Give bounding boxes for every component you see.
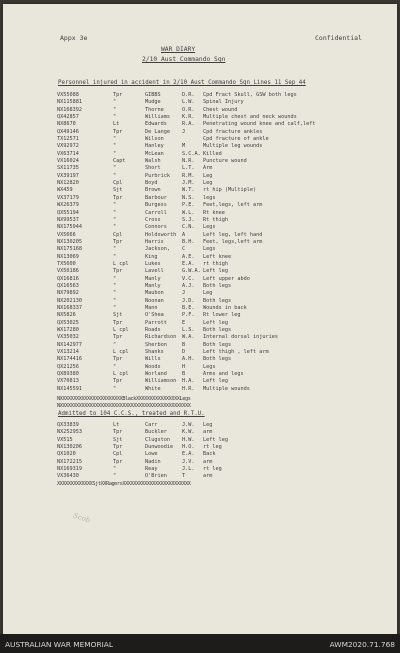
injury: rt leg (203, 444, 222, 451)
surname: Parrott (145, 319, 167, 326)
rank: Tpr (113, 268, 123, 275)
injury: Arm (203, 165, 213, 172)
service-number: NX13069 (57, 253, 79, 260)
injury: Multiple chest and neck wounds (203, 114, 297, 121)
service-number: NX130206 (57, 444, 82, 451)
surname: Barbour (145, 194, 167, 201)
injury: Left leg, left hand (203, 231, 263, 238)
service-number: NX79892 (57, 290, 79, 297)
appendix-label: Appx 3e (60, 34, 88, 42)
initials: G.W.A. (182, 268, 201, 275)
surname: Edwards (145, 121, 167, 128)
service-number: NX99537 (57, 216, 79, 223)
injury: Cpd fracture of ankle (203, 136, 269, 143)
rank: Cpl (113, 451, 123, 458)
injury: Multiple wounds (203, 385, 250, 392)
rank: Cpl (113, 180, 123, 187)
initials: B.H. (182, 238, 195, 245)
struck-line: NXXXXXXXXXXXXXXXXXXXXXXXBlackXXXXXXXXXXXXXXXXLegs (57, 396, 191, 402)
rank: Tpr (113, 356, 123, 363)
service-number: NX175168 (57, 246, 82, 253)
service-number: NX252953 (57, 429, 82, 436)
surname: Harris (145, 238, 164, 245)
injury: arm (203, 429, 213, 436)
rank: " (113, 172, 117, 179)
surname: Thorne (145, 106, 164, 113)
initials: A.E. (182, 253, 195, 260)
injury: arm (203, 473, 213, 480)
injury: Left leg (203, 268, 228, 275)
rank: " (113, 282, 117, 289)
rank: " (113, 275, 117, 282)
injury: Arms and legs (203, 371, 244, 378)
surname: White (145, 385, 161, 392)
service-number: TX12571 (57, 136, 79, 143)
service-number: NX5826 (57, 312, 76, 319)
service-number: NX168337 (57, 304, 82, 311)
rank: " (113, 143, 117, 150)
rank: " (113, 165, 117, 172)
rank: " (113, 136, 117, 143)
initials: W.A. (182, 334, 195, 341)
initials: N.R. (182, 158, 195, 165)
initials: V.C. (182, 275, 195, 282)
service-number: NX8670 (57, 121, 76, 128)
rank: " (113, 297, 117, 304)
initials: P.E. (182, 202, 195, 209)
injury: Chest wound (203, 106, 238, 113)
service-number: VX55088 (57, 92, 79, 98)
surname: GIBBS (145, 92, 161, 98)
rank: Tpr (113, 128, 123, 135)
initials: E.A. (182, 260, 195, 267)
initials: K.W. (182, 429, 195, 436)
initials: P.F. (182, 312, 195, 319)
rank: L cpl (113, 327, 129, 333)
injury: Both legs (203, 297, 232, 304)
injury: Internal dorsal injuries (203, 334, 278, 341)
surname: King (145, 253, 158, 260)
surname: Carr (145, 422, 158, 428)
injury: Rt lower leg (203, 312, 241, 319)
initials: A.J. (182, 282, 195, 289)
service-number: NX168392 (57, 106, 82, 113)
initials: J.W. (182, 422, 195, 428)
rank: Sjt (113, 187, 123, 194)
surname: Wilson (145, 136, 164, 143)
injury: Killed (203, 150, 222, 157)
rank: Sjt (113, 312, 123, 319)
surname: Buckler (145, 429, 167, 436)
rank: " (113, 202, 117, 209)
service-number: VX35032 (57, 334, 79, 341)
service-number: NX130205 (57, 238, 82, 245)
surname: Hanley (145, 143, 164, 150)
service-number: WX17280 (57, 327, 79, 333)
injury: Leg (203, 290, 213, 297)
service-number: QX16563 (57, 282, 79, 289)
service-number: NX202130 (57, 297, 82, 304)
service-number: QX42857 (57, 114, 79, 121)
classification-label: Confidential (315, 34, 362, 42)
rank: Lt (113, 121, 120, 128)
surname: Reay (145, 466, 158, 473)
initials: J (182, 128, 186, 135)
rank: Tpr (113, 444, 123, 451)
rank: Cpl (113, 231, 123, 238)
initials: A.H. (182, 356, 195, 363)
service-number: VX92972 (57, 143, 79, 150)
rank: " (113, 209, 117, 216)
service-number: VX50186 (57, 268, 79, 275)
surname: Clugston (145, 436, 170, 443)
surname: Worland (145, 371, 167, 378)
surname: Noonan (145, 297, 164, 304)
service-number: NX115881 (57, 99, 82, 106)
injury: Rt thigh (203, 216, 228, 223)
surname: Lavell (145, 268, 164, 275)
service-number: WX459 (57, 187, 73, 194)
initials: L.T. (182, 165, 195, 172)
rank: " (113, 246, 117, 253)
service-number: NX12820 (57, 180, 79, 187)
service-number: VX70813 (57, 378, 79, 385)
admitted-heading: Admitted to 104 C.C.S., treated and R.T.U. (58, 411, 205, 417)
injured-heading: Personnel injured in accident in 2/10 Aust Commando Sqn Lines 11 Sep 44 (58, 80, 306, 86)
injury: Left leg (203, 319, 228, 326)
rank: Sjt (113, 436, 123, 443)
service-number: VX39197 (57, 172, 79, 179)
injury: Left leg (203, 378, 228, 385)
initials: J.D. (182, 297, 195, 304)
rank: Tpr (113, 92, 123, 98)
injury: Back (203, 451, 216, 458)
rank: " (113, 290, 117, 297)
surname: McLean (145, 150, 164, 157)
archive-name: AUSTRALIAN WAR MEMORIAL (5, 640, 113, 649)
rank: Tpr (113, 458, 123, 465)
initials: R.A. (182, 121, 195, 128)
surname: Short (145, 165, 161, 172)
surname: Lukes (145, 260, 161, 267)
injury: Penetrating wound knee and calf,left (203, 121, 316, 128)
service-number: WX26379 (57, 202, 79, 209)
initials: N.S. (182, 194, 195, 201)
initials: J.L. (182, 466, 195, 473)
rank: " (113, 253, 117, 260)
initials: L.S. (182, 327, 195, 333)
injury: arm (203, 458, 213, 465)
service-number: QX49146 (57, 128, 79, 135)
unit-title: 2/10 Aust Commando Sqn (142, 56, 226, 63)
initials: C.N. (182, 224, 195, 231)
injury: Rt knee (203, 209, 225, 216)
initials: E.A. (182, 451, 195, 458)
surname: Mann (145, 304, 158, 311)
rank: " (113, 385, 117, 392)
initials: B (182, 371, 186, 378)
surname: Sherbon (145, 341, 167, 348)
rank: Tpr (113, 194, 123, 201)
injury: legs (203, 194, 216, 201)
surname: Brown (145, 187, 161, 194)
injury: Feet, legs,left arm (203, 238, 263, 245)
injury: Wounds in back (203, 304, 247, 311)
service-number: QX53025 (57, 319, 79, 326)
injury: Both legs (203, 341, 232, 348)
initials: E (182, 319, 186, 326)
surname: Boyd (145, 180, 158, 187)
injury: Multiple leg wounds (203, 143, 263, 150)
surname: Lowe (145, 451, 158, 458)
rank: " (113, 466, 117, 473)
document-title: WAR DIARY (161, 46, 196, 53)
surname: Wills (145, 356, 161, 363)
surname: Carroll (145, 209, 167, 216)
injury: Left upper abdo (203, 275, 250, 282)
rank: " (113, 341, 117, 348)
rank: " (113, 114, 117, 121)
service-number: QX1020 (57, 451, 76, 458)
injury: Left thigh , left arm (203, 349, 269, 356)
injury: rt leg (203, 466, 222, 473)
rank: " (113, 150, 117, 157)
injury: Feet,legs, left arm (203, 202, 263, 209)
initials: J (182, 290, 186, 297)
service-number: SX11735 (57, 165, 79, 172)
initials: H.O. (182, 444, 195, 451)
surname: Connors (145, 224, 167, 231)
injury: Leg (203, 422, 213, 428)
surname: Manly (145, 275, 161, 282)
struck-line: NXXXXXXXXXXXXXXXXXXXXXXXXXXXXXXXXXXXXXXXXXXXXXXXX (57, 403, 191, 409)
service-number: NX175944 (57, 224, 82, 231)
injury: Left knee (203, 253, 232, 260)
rank: Tpr (113, 319, 123, 326)
initials: K.R. (182, 114, 195, 121)
rank: L cpl (113, 349, 129, 356)
service-number: QX33839 (57, 422, 79, 428)
injury: Both legs (203, 356, 232, 363)
surname: Richardson (145, 334, 177, 341)
rank: Tpr (113, 238, 123, 245)
service-number: VX37179 (57, 194, 79, 201)
initials: L.W. (182, 99, 195, 106)
service-number: TX5600 (57, 260, 76, 267)
initials: M (182, 143, 186, 150)
initials: B (182, 341, 186, 348)
rank: " (113, 304, 117, 311)
initials: J.M. (182, 180, 195, 187)
service-number: NX172215 (57, 458, 82, 465)
rank: " (113, 106, 117, 113)
service-number: NX174416 (57, 356, 82, 363)
surname: Cross (145, 216, 161, 223)
service-number: QX21256 (57, 363, 79, 370)
injury: Legs (203, 246, 216, 253)
initials: S.J. (182, 216, 195, 223)
injury: Puncture wound (203, 158, 247, 165)
surname: Jackson, (145, 246, 170, 253)
injury: Leg (203, 180, 213, 187)
initials: B.E. (182, 304, 195, 311)
diary-page (3, 4, 397, 634)
initials: H.A. (182, 378, 195, 385)
pencil-annotation: Scob (72, 511, 92, 525)
service-number: QX16816 (57, 275, 79, 282)
injury: Left leg (203, 436, 228, 443)
rank: L cpl (113, 371, 129, 378)
service-number: QX89380 (57, 371, 79, 378)
service-number: VX36430 (57, 473, 79, 480)
service-number: NX142977 (57, 341, 82, 348)
injury: Leg (203, 172, 213, 179)
initials: J.V. (182, 458, 195, 465)
service-number: VX5666 (57, 231, 76, 238)
rank: Lt (113, 422, 120, 428)
surname: Williamson (145, 378, 177, 385)
initials: D.R. (182, 92, 195, 98)
rank: " (113, 363, 117, 370)
initials: C (182, 246, 186, 253)
service-number: VX16024 (57, 158, 79, 165)
surname: Williams (145, 114, 170, 121)
injury: Legs (203, 224, 216, 231)
surname: Holdsworth (145, 231, 177, 238)
surname: O'Brien (145, 473, 167, 480)
rank: Tpr (113, 378, 123, 385)
surname: Manly (145, 282, 161, 289)
surname: Dunwoodie (145, 444, 174, 451)
initials: O.R. (182, 106, 195, 113)
surname: Woods (145, 363, 161, 370)
rank: Tpr (113, 334, 123, 341)
service-number: NX169319 (57, 466, 82, 473)
rank: " (113, 99, 117, 106)
initials: T (182, 473, 186, 480)
rank: Capt (113, 158, 126, 165)
surname: Maubon (145, 290, 164, 297)
initials: S.C.A. (182, 150, 201, 157)
rank: " (113, 473, 117, 480)
rank: Tpr (113, 429, 123, 436)
initials: H.R. (182, 385, 195, 392)
initials: W.T. (182, 187, 195, 194)
initials: W.L. (182, 209, 195, 216)
injury: Spinal Injury (203, 99, 244, 106)
initials: H (182, 363, 186, 370)
injury: Both legs (203, 327, 232, 333)
injury: Cpd Fract Skull, GSW both legs (203, 92, 297, 98)
initials: D (182, 349, 186, 356)
service-number: VX13214 (57, 349, 79, 356)
service-number: VX515 (57, 436, 73, 443)
service-number: VX63714 (57, 150, 79, 157)
surname: Mudge (145, 99, 161, 106)
rank: " (113, 224, 117, 231)
initials: H.W. (182, 436, 195, 443)
surname: De Lange (145, 128, 170, 135)
surname: Roads (145, 327, 161, 333)
struck-line: XXXXXXXXXXXXXSjtXXRagersXXXXXXXXXXXXXXXXXXXXXXXXX (57, 481, 191, 487)
initials: R.M. (182, 172, 195, 179)
archive-reference: AWM2020.71.768 (329, 640, 395, 649)
surname: Purbrick (145, 172, 170, 179)
rank: L cpl (113, 260, 129, 267)
archive-footer (0, 634, 400, 653)
service-number: QX55194 (57, 209, 79, 216)
injury: rt hip (Multiple) (203, 187, 257, 194)
surname: Shanks (145, 349, 164, 356)
injury: Legs (203, 363, 216, 370)
surname: O'Shea (145, 312, 164, 319)
injury: rt thigh (203, 260, 228, 267)
initials: A (182, 231, 186, 238)
surname: Burgess (145, 202, 167, 209)
surname: Nadin (145, 458, 161, 465)
rank: " (113, 216, 117, 223)
service-number: NX145591 (57, 385, 82, 392)
injury: Both legs (203, 282, 232, 289)
injury: Cpd fracture ankles (203, 128, 263, 135)
surname: Walsh (145, 158, 161, 165)
